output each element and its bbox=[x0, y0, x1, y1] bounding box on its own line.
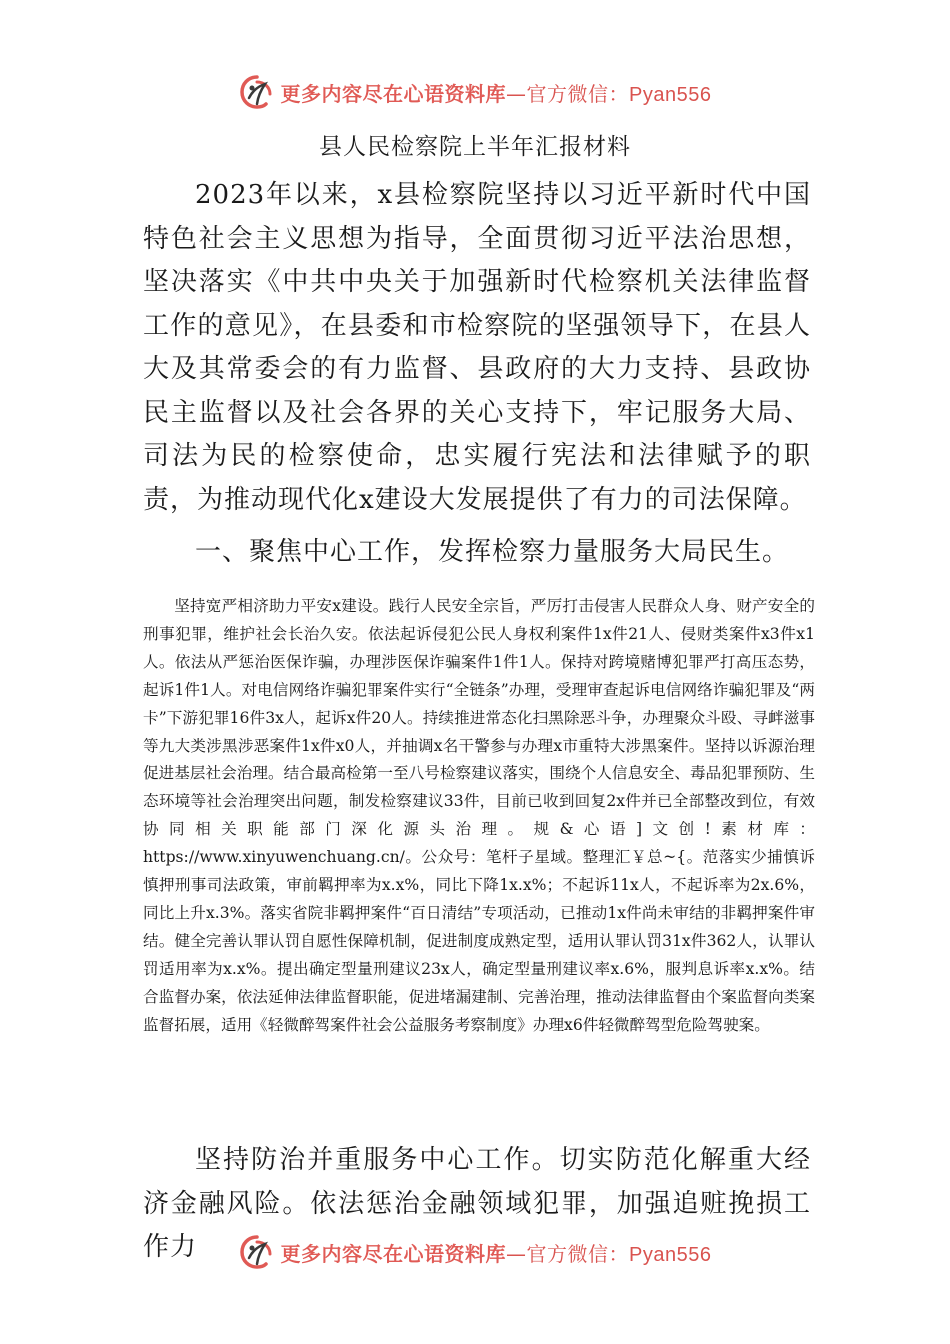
banner-contact-id: Pyan556 bbox=[629, 1243, 712, 1266]
footer-watermark-banner bbox=[0, 1232, 950, 1272]
brand-logo-icon bbox=[239, 1234, 275, 1270]
banner-dash: — bbox=[506, 81, 527, 106]
banner-contact-label: 官方微信： bbox=[526, 81, 630, 106]
section-1-body-paragraph-2: 坚持防治并重服务中心工作。切实防范化解重大经济金融风险。依法惩治金融领域犯罪，加强追赃挽损工作力 bbox=[143, 1145, 811, 1262]
banner-dash: — bbox=[506, 1241, 527, 1266]
banner-contact-id: Pyan556 bbox=[629, 83, 712, 106]
banner-text bbox=[281, 78, 712, 107]
banner-brand: 更多内容尽在心语资料库 bbox=[280, 81, 507, 106]
banner-brand: 更多内容尽在心语资料库 bbox=[280, 1241, 507, 1266]
section-1-body-paragraph: 坚持宽严相济助力平安x建设。践行人民安全宗旨，严厉打击侵害人民群众人身、财产安全的刑事犯罪，维护社会长治久安。依法起诉侵犯公民人身权利案件1x件21人、侵财类案件x3件x1人。依法从严惩治医保诈骗，办理涉医保诈骗案件1件1人。保持对跨境赌博犯罪严打高压态势，起诉1件1人。对电信网络诈骗犯罪案件实行“全链条”办理，受理审查起诉电信网络诈骗犯罪及“两卡”下游犯罪16件3x人，起诉x件20人。持续推进常态化扫黑除恶斗争，办理聚众斗殴、寻衅滋事等九大类涉黑涉恶案件1x件x0人，并抽调x名干警参与办理x市重特大涉黑案件。坚持以诉源治理促进基层社会治理。结合最高检第一至八号检察建议落实，围绕个人信息安全、毒品犯罪预防、生态环境等社会治理突出问题，制发检察建议33件，目前已收到回复2x件并已全部整改到位，有效协同相关职能部门深化源头治理。规&心语]文创!素材库：https://www.xinyuwenchuang.cn/。公众号：笔杆子星域。整理汇￥总~{。范落实少捕慎诉慎押刑事司法政策，审前羁押率为x.x%，同比下降1x.x%；不起诉11x人，不起诉率为2x.6%，同比上升x.3%。落实省院非羁押案件“百日清结”专项活动，已推动1x件尚未审结的非羁押案件审结。健全完善认罪认罚自愿性保障机制，促进制度成熟定型，适用认罪认罚31x件362人，认罪认罚适用率为x.x%。提出确定型量刑建议23x人，确定型量刑建议率x.6%，服判息诉率x.x%。结合监督办案，依法延伸法律监督职能，促进堵漏建制、完善治理，推动法律监督由个案监督向类案监督拓展，适用《轻微醉驾案件社会公益服务考察制度》办理x6件轻微醉驾型危险驾驶案。 bbox=[143, 597, 815, 1034]
banner-text bbox=[281, 1238, 712, 1267]
intro-paragraph: 2023年以来，x县检察院坚持以习近平新时代中国特色社会主义思想为指导，全面贯彻习近平法治思想，坚决落实《中共中央关于加强新时代检察机关法律监督工作的意见》，在县委和市检察院的坚强领导下，在县人大及其常委会的有力监督、县政府的大力支持、县政协民主监督以及社会各界的关心支持下，牢记服务大局、司法为民的检察使命，忠实履行宪法和法律赋予的职责，为推动现代化x建设大发展提供了有力的司法保障。 bbox=[143, 180, 811, 515]
header-watermark-banner bbox=[0, 72, 950, 112]
section-heading-1: 一、聚焦中心工作，发挥检察力量服务大局民生。 bbox=[195, 537, 790, 567]
brand-logo-icon bbox=[239, 74, 275, 110]
document-title: 县人民检察院上半年汇报材料 bbox=[319, 134, 631, 160]
banner-contact-label: 官方微信： bbox=[526, 1241, 630, 1266]
